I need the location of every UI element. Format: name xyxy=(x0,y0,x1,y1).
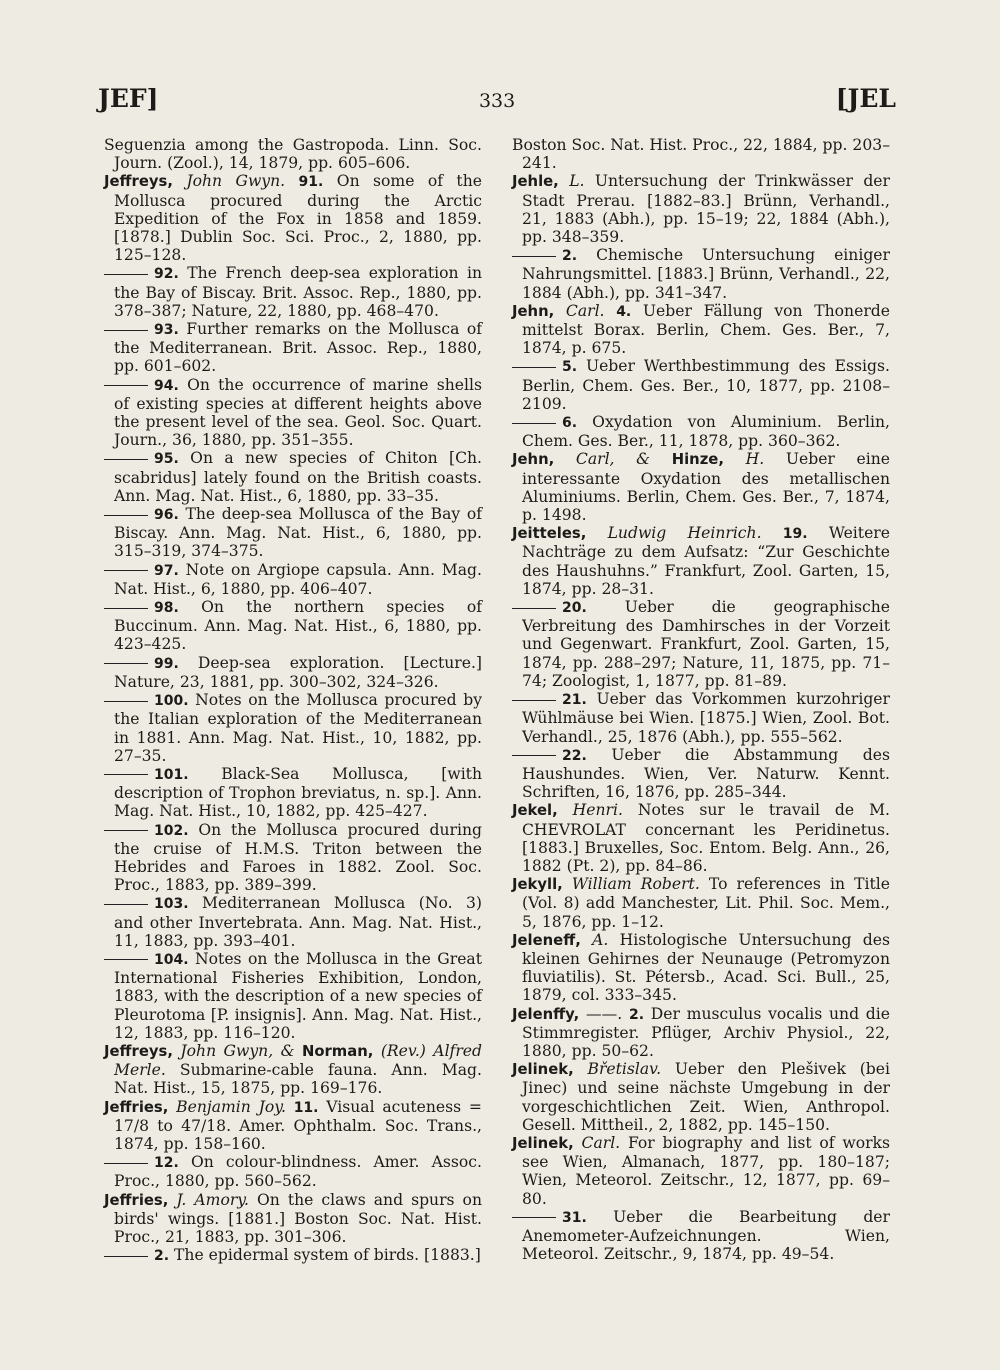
author-surname: Jeffreys, xyxy=(104,173,173,191)
author-surname: Jelinek, xyxy=(512,1134,574,1152)
entry-number: 103. xyxy=(154,896,189,913)
entry-number: 12. xyxy=(154,1155,179,1172)
coauthor-given-name: (Rev.) Alfred Merle. xyxy=(114,1041,482,1080)
citation-text: Note on Argiope capsula. Ann. Mag. Nat. Hist., 6, 1880, pp. 406–407. xyxy=(114,560,482,598)
citation-text: Untersuchung der Trinkwässer der Stadt Prerau. [1882–83.] Brünn, Verhandl., 21, 1883 (Abh.), pp. 15–19; 22, 1884 (Abh.), pp. 348–359. xyxy=(522,172,890,247)
entry-number: 31. xyxy=(562,1209,587,1226)
bibliography-entry xyxy=(104,1191,482,1247)
ditto-dash xyxy=(104,459,148,460)
author-given-name: Carl. xyxy=(581,1133,621,1152)
entry-number: 93. xyxy=(154,322,179,339)
bibliography-entry xyxy=(512,357,890,413)
bibliography-entry xyxy=(104,1098,482,1154)
bibliography-entry xyxy=(104,320,482,376)
author-given-name: Ludwig Heinrich. xyxy=(607,524,762,543)
bibliography-entry xyxy=(512,931,890,1005)
entry-number: 97. xyxy=(154,562,179,579)
entry-number: 91. xyxy=(298,174,324,191)
citation-text: Notes on the Mollusca procured by the Italian exploration of the Mediterranean in 1881. Ann. Mag. Nat. Hist., 10, 1882, pp. 27–35. xyxy=(114,691,482,765)
citation-text: Ueber die Bearbeitung der Anemometer-Aufzeichnungen. Wien, Meteorol. Zeitschr., 9, 1874, pp. 49–54. xyxy=(522,1207,890,1264)
author-given-name: Carl. xyxy=(565,301,605,320)
bibliography-entry xyxy=(104,950,482,1042)
entry-number: 22. xyxy=(562,747,587,764)
citation-text: On the occurrence of marine shells of existing species at different heights above the present level of the sea. Geol. Soc. Quart. Journ., 36, 1880, pp. 351–355. xyxy=(114,375,482,450)
author-given-name: ——. xyxy=(586,1004,623,1023)
page-number: 333 xyxy=(478,90,516,112)
author-surname: Jehle, xyxy=(512,173,559,191)
bibliography-entry xyxy=(104,264,482,320)
author-given-name: John Gwyn, & xyxy=(180,1041,295,1060)
entry-number: 99. xyxy=(154,655,179,672)
left-column xyxy=(104,136,482,1265)
ditto-dash xyxy=(104,774,148,775)
author-given-name: William Robert. xyxy=(571,875,700,894)
bibliography-entry xyxy=(104,376,482,450)
author-surname: Jelinek, xyxy=(512,1061,574,1079)
bibliography-entry xyxy=(512,450,890,524)
citation-text: Boston Soc. Nat. Hist. Proc., 22, 1884, pp. 203–241. xyxy=(512,136,890,173)
citation-text: Chemische Untersuchung einiger Nahrungsmittel. [1883.] Brünn, Verhandl., 22, 1884 (Abh.), pp. 341–347. xyxy=(522,246,890,302)
bibliography-entry xyxy=(512,875,890,931)
ditto-dash xyxy=(512,755,556,756)
entry-number: 92. xyxy=(154,266,179,283)
citation-text: On colour-blindness. Amer. Assoc. Proc., 1880, pp. 560–562. xyxy=(114,1153,482,1191)
citation-text: Ueber eine interessante Oxydation des metallischen Aluminiums. Berlin, Chem. Ges. Ber., 7, 1874, p. 1498. xyxy=(522,450,891,525)
citation-text: Ueber den Plešivek (bei Jinec) und seine nächste Umgebung in der vorgeschichtlichen Zeit. Wien, Anthropol. Gesell. Mittheil., 2, 1882, pp. 145–150. xyxy=(522,1060,890,1134)
ditto-dash xyxy=(512,367,556,368)
entry-number: 2. xyxy=(562,248,578,265)
coauthor-surname: Hinze, xyxy=(671,451,724,469)
entry-number: 11. xyxy=(293,1099,319,1116)
entry-number: 96. xyxy=(154,507,179,524)
citation-text: For biography and list of works see Wien, Almanach, 1877, pp. 180–187; Wien, Meteorol. Zeitschr., 12, 1877, pp. 69–80. xyxy=(522,1133,890,1208)
ditto-dash xyxy=(104,663,148,664)
bibliography-entry xyxy=(512,801,890,875)
citation-text: Ueber Fällung von Thonerde mittelst Borax. Berlin, Chem. Ges. Ber., 7, 1874, p. 675. xyxy=(522,301,890,358)
citation-text: Weitere Nachträge zu dem Aufsatz: “Zur Geschichte des Haushuhns.” Frankfurt, Zool. Garten, 15, 1874, pp. 28–31. xyxy=(522,524,890,598)
author-surname: Jeleneff, xyxy=(512,931,581,949)
citation-text: Visual acuteness = 17/8 to 47/18. Amer. Ophthalm. Soc. Trans., 1874, pp. 158–160. xyxy=(114,1097,482,1153)
citation-text: Der musculus vocalis und die Stimmregister. Pflüger, Archiv Physiol., 22, 1880, pp. 50–62. xyxy=(522,1004,891,1060)
bibliography-entry xyxy=(104,561,482,598)
entry-number: 2. xyxy=(154,1248,170,1265)
citation-text: The epidermal system of birds. [1883.] xyxy=(174,1246,481,1265)
entry-number: 94. xyxy=(154,377,179,394)
citation-text: Notes on the Mollusca in the Great International Fisheries Exhibition, London, 1883, with the description of a new species of Pleurotoma [P. insignis]. Ann. Mag. Nat. Hist., 12, 1883, pp. 116–120. xyxy=(114,949,482,1042)
entry-number: 2. xyxy=(628,1006,645,1023)
citation-text: On some of the Mollusca procured during the Arctic Expedition of the Fox in 1858 and 1859. [1878.] Dublin Soc. Sci. Proc., 2, 1880, pp. 125–128. xyxy=(114,172,482,265)
bibliography-entry xyxy=(512,1005,890,1061)
citation-text: The French deep-sea exploration in the Bay of Biscay. Brit. Assoc. Rep., 1880, pp. 378–387; Nature, 22, 1880, pp. 468–470. xyxy=(114,264,482,320)
citation-text: Submarine-cable fauna. Ann. Mag. Nat. Hist., 15, 1875, pp. 169–176. xyxy=(114,1061,482,1098)
ditto-dash xyxy=(104,515,148,516)
citation-text: Notes sur le travail de M. CHEVROLAT concernant les Peridinetus. [1883.] Bruxelles, Soc. Entom. Belg. Ann., 26, 1882 (Pt. 2), pp. 84–86. xyxy=(522,801,890,875)
ditto-dash xyxy=(104,959,148,960)
ditto-dash xyxy=(104,608,148,609)
running-header xyxy=(98,84,896,124)
author-surname: Jeffries, xyxy=(104,1191,169,1209)
entry-number: 6. xyxy=(562,415,578,432)
bibliography-entry xyxy=(512,746,890,802)
author-given-name: J. Amory. xyxy=(176,1190,249,1209)
author-surname: Jelenffy, xyxy=(512,1005,580,1023)
citation-text: Seguenzia among the Gastropoda. Linn. Soc. Journ. (Zool.), 14, 1879, pp. 605–606. xyxy=(104,136,482,173)
ditto-dash xyxy=(104,385,148,386)
author-given-name: Carl, & xyxy=(575,450,651,469)
citation-text: Ueber die Abstammung des Haushundes. Wien, Ver. Naturw. Kennt. Schriften, 16, 1876, pp. 285–344. xyxy=(522,745,890,802)
author-surname: Jehn, xyxy=(512,451,555,469)
header-right-guide: [JEL xyxy=(835,84,896,113)
entry-number: 21. xyxy=(562,692,587,709)
citation-text: Black-Sea Mollusca, [with description of Trophon breviatus, n. sp.]. Ann. Mag. Nat. Hist., 10, 1882, pp. 425–427. xyxy=(114,764,482,821)
citation-text: Ueber Werthbestimmung des Essigs. Berlin, Chem. Ges. Ber., 10, 1877, pp. 2108–2109. xyxy=(522,357,890,413)
citation-text: Deep-sea exploration. [Lecture.] Nature, 23, 1881, pp. 300–302, 324–326. xyxy=(114,653,482,691)
bibliography-entry xyxy=(104,172,482,264)
bibliography-entry xyxy=(104,654,482,691)
bibliography-entry xyxy=(104,505,482,561)
citation-text: Oxydation von Aluminium. Berlin, Chem. Ges. Ber., 11, 1878, pp. 360–362. xyxy=(522,413,890,451)
ditto-dash xyxy=(512,700,556,701)
citation-text: On the northern species of Buccinum. Ann. Mag. Nat. Hist., 6, 1880, pp. 423–425. xyxy=(114,598,483,654)
bibliography-entry xyxy=(104,1153,482,1190)
citation-text: On the claws and spurs on birds' wings. [1881.] Boston Soc. Nat. Hist. Proc., 21, 1883, pp. 301–306. xyxy=(114,1190,482,1246)
author-surname: Jehn, xyxy=(512,302,555,320)
citation-text: Ueber die geographische Verbreitung des Damhirsches in der Vorzeit und Gegenwart. Frankfurt, Zool. Garten, 15, 1874, pp. 288–297; Nature, 11, 1875, pp. 71–74; Zoologist, 1, 1877, pp. 81–89. xyxy=(522,598,890,690)
author-given-name: Henri. xyxy=(572,801,623,820)
entry-number: 104. xyxy=(154,951,189,968)
ditto-dash xyxy=(104,1163,148,1164)
right-column xyxy=(512,136,890,1263)
bibliography-entry xyxy=(512,598,890,690)
bibliography-entry xyxy=(512,690,890,746)
bibliography-entry xyxy=(104,691,482,765)
author-surname: Jekel, xyxy=(512,802,558,820)
ditto-dash xyxy=(104,830,148,831)
entry-number: 100. xyxy=(154,693,189,710)
bibliography-entry xyxy=(512,524,890,598)
citation-text: Mediterranean Mollusca (No. 3) and other Invertebrata. Ann. Mag. Nat. Hist., 11, 1883, pp. 393–401. xyxy=(114,894,482,950)
entry-number: 5. xyxy=(562,359,578,376)
author-surname: Jeffreys, xyxy=(104,1042,173,1060)
bibliography-entry xyxy=(104,598,482,654)
bibliography-entry xyxy=(512,172,890,246)
ditto-dash xyxy=(512,608,556,609)
citation-text: To references in Title (Vol. 8) add Manchester, Lit. Phil. Soc. Mem., 5, 1876, pp. 1–12. xyxy=(522,875,890,931)
author-surname: Jekyll, xyxy=(512,876,563,894)
bibliography-entry xyxy=(512,302,890,358)
author-given-name: L. xyxy=(569,172,585,191)
bibliography-entry xyxy=(512,1134,890,1208)
bibliography-entry xyxy=(512,1060,890,1134)
bibliography-entry xyxy=(104,821,482,895)
bibliography-entry xyxy=(512,413,890,450)
citation-text: On a new species of Chiton [Ch. scabridus] lately found on the British coasts. Ann. Mag. Nat. Hist., 6, 1880, pp. 33–35. xyxy=(114,449,482,505)
entry-number: 95. xyxy=(154,451,179,468)
ditto-dash xyxy=(104,274,148,275)
author-surname: Jeitteles, xyxy=(512,525,587,543)
bibliography-entry xyxy=(104,449,482,505)
bibliography-entry xyxy=(512,1208,890,1264)
author-surname: Jeffries, xyxy=(104,1098,169,1116)
entry-number: 20. xyxy=(562,600,587,617)
ditto-dash xyxy=(104,701,148,702)
citation-text: Ueber das Vorkommen kurzohriger Wühlmäuse bei Wien. [1875.] Wien, Zool. Bot. Verhandl., 25, 1876 (Abh.), pp. 555–562. xyxy=(522,690,890,746)
entry-number: 4. xyxy=(616,303,632,320)
ditto-dash xyxy=(104,570,148,571)
citation-text: The deep-sea Mollusca of the Bay of Biscay. Ann. Mag. Nat. Hist., 6, 1880, pp. 315–319, 374–375. xyxy=(114,505,482,561)
bibliography-entry xyxy=(512,246,890,302)
author-given-name: Břetislav. xyxy=(587,1060,662,1079)
entry-number: 101. xyxy=(154,766,189,783)
author-given-name: A. xyxy=(592,930,609,949)
ditto-dash xyxy=(104,904,148,905)
entry-number: 98. xyxy=(154,600,179,617)
coauthor-surname: Norman, xyxy=(301,1042,374,1060)
ditto-dash xyxy=(104,330,148,331)
bibliography-entry xyxy=(512,136,890,172)
bibliography-entry xyxy=(104,1042,482,1098)
ditto-dash xyxy=(104,1256,148,1257)
bibliography-entry xyxy=(104,136,482,172)
header-left-guide: JEF] xyxy=(98,84,159,113)
entry-number: 19. xyxy=(782,526,808,543)
bibliography-entry xyxy=(104,765,482,821)
ditto-dash xyxy=(512,256,556,257)
citation-text: On the Mollusca procured during the cruise of H.M.S. Triton between the Hebrides and Faroes in 1882. Zool. Soc. Proc., 1883, pp. 389–399. xyxy=(114,820,482,895)
citation-text: Histologische Untersuchung des kleinen Gehirnes der Neunauge (Petromyzon fluviatilis). St. Pétersb., Acad. Sci. Bull., 25, 1879, col. 333–345. xyxy=(522,930,890,1005)
coauthor-given-name: H. xyxy=(745,450,765,469)
ditto-dash xyxy=(512,1217,556,1218)
entry-number: 102. xyxy=(154,822,189,839)
citation-text: Further remarks on the Mollusca of the Mediterranean. Brit. Assoc. Rep., 1880, pp. 601–602. xyxy=(114,320,482,376)
author-given-name: Benjamin Joy. xyxy=(176,1097,286,1116)
author-given-name: John Gwyn. xyxy=(186,172,286,191)
ditto-dash xyxy=(512,423,556,424)
bibliography-entry xyxy=(104,1246,482,1265)
bibliography-entry xyxy=(104,894,482,950)
